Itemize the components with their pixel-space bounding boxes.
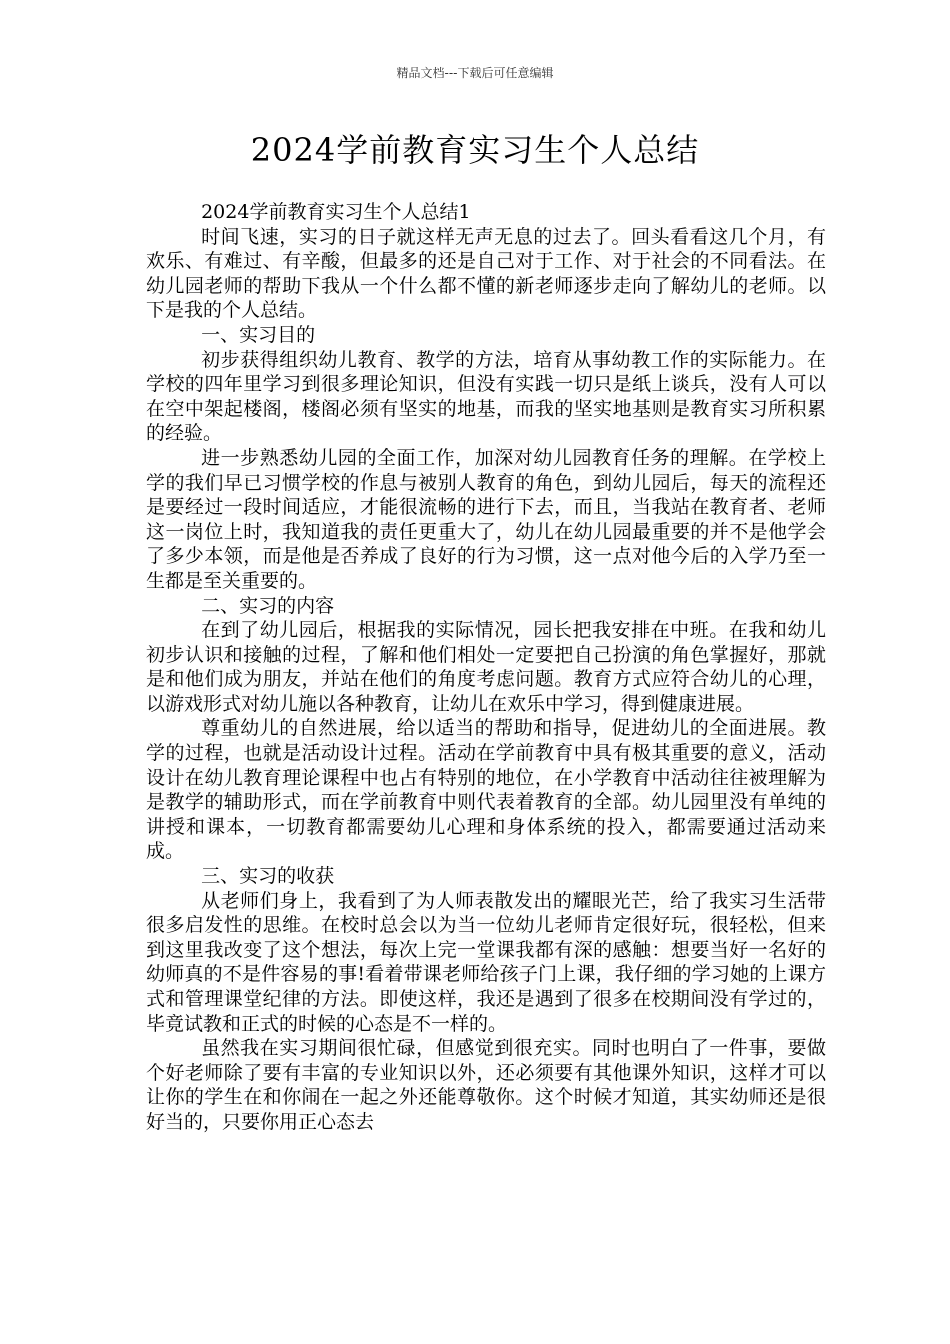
body-paragraph: 从老师们身上，我看到了为人师表散发出的耀眼光芒，给了我实习生活带很多启发性的思维。在校时总会以为当一位幼儿老师肯定很好玩，很轻松，但来到这里我改变了这个想法，每次上完一堂课我都有深的感触：想要当好一名好的幼师真的不是件容易的事!看着带课老师给孩子门上课，我仔细的学习她的上课方式和管理课堂纪律的方法。即使这样，我还是遇到了很多在校期间没有学过的，毕竟试教和正式的时候的心态是不一样的。 bbox=[146, 889, 826, 1035]
section-heading: 三、实习的收获 bbox=[201, 865, 335, 888]
header-note: 精品文档---下载后可任意编辑 bbox=[396, 66, 554, 80]
document-title: 2024学前教育实习生个人总结 bbox=[250, 131, 700, 169]
body-paragraph: 进一步熟悉幼儿园的全面工作，加深对幼儿园教育任务的理解。在学校上学的我们早已习惯学校的作息与被别人教育的角色，到幼儿园后，每天的流程还是要经过一段时间适应，才能很流畅的进行下去，而且，当我站在教育者、老师这一岗位上时，我知道我的责任更重大了，幼儿在幼儿园最重要的并不是他学会了多少本领，而是他是否养成了良好的行为习惯，这一点对他今后的入学乃至一生都是至关重要的。 bbox=[146, 446, 826, 592]
subtitle-paragraph: 2024学前教育实习生个人总结1 bbox=[201, 201, 471, 223]
body-paragraph: 尊重幼儿的自然进展，给以适当的帮助和指导，促进幼儿的全面进展。教学的过程，也就是活动设计过程。活动在学前教育中具有极其重要的意义，活动设计在幼儿教育理论课程中也占有特别的地位，在小学教育中活动往往被理解为是教学的辅助形式，而在学前教育中则代表着教育的全部。幼儿园里没有单纯的讲授和课本，一切教育都需要幼儿心理和身体系统的投入，都需要通过活动来成。 bbox=[146, 717, 826, 863]
body-paragraph: 虽然我在实习期间很忙碌，但感觉到很充实。同时也明白了一件事，要做个好老师除了要有丰富的专业知识以外，还必须要有其他课外知识，这样才可以让你的学生在和你闹在一起之外还能尊敬你。这个时候才知道，其实幼师还是很好当的，只要你用正心态去 bbox=[146, 1037, 826, 1133]
body-paragraph: 在到了幼儿园后，根据我的实际情况，园长把我安排在中班。在我和幼儿初步认识和接触的过程，了解和他们相处一定要把自己扮演的角色掌握好，那就是和他们成为朋友，并站在他们的角度考虑问题。教育方式应符合幼儿的心理，以游戏形式对幼儿施以各种教育，让幼儿在欢乐中学习，得到健康进展。 bbox=[146, 619, 826, 715]
document-body bbox=[146, 200, 826, 1135]
section-heading: 一、实习目的 bbox=[201, 323, 316, 346]
body-paragraph: 时间飞速，实习的日子就这样无声无息的过去了。回头看看这几个月，有欢乐、有难过、有辛酸，但最多的还是自己对于工作、对于社会的不同看法。在幼儿园老师的帮助下我从一个什么都不懂的新老师逐步走向了解幼儿的老师。以下是我的个人总结。 bbox=[146, 225, 826, 322]
section-heading: 二、实习的内容 bbox=[201, 594, 335, 617]
body-paragraph: 初步获得组织幼儿教育、教学的方法，培育从事幼教工作的实际能力。在学校的四年里学习到很多理论知识，但没有实践一切只是纸上谈兵，没有人可以在空中架起楼阁，楼阁必须有坚实的地基，而我的坚实地基则是教育实习所积累的经验。 bbox=[146, 348, 826, 445]
